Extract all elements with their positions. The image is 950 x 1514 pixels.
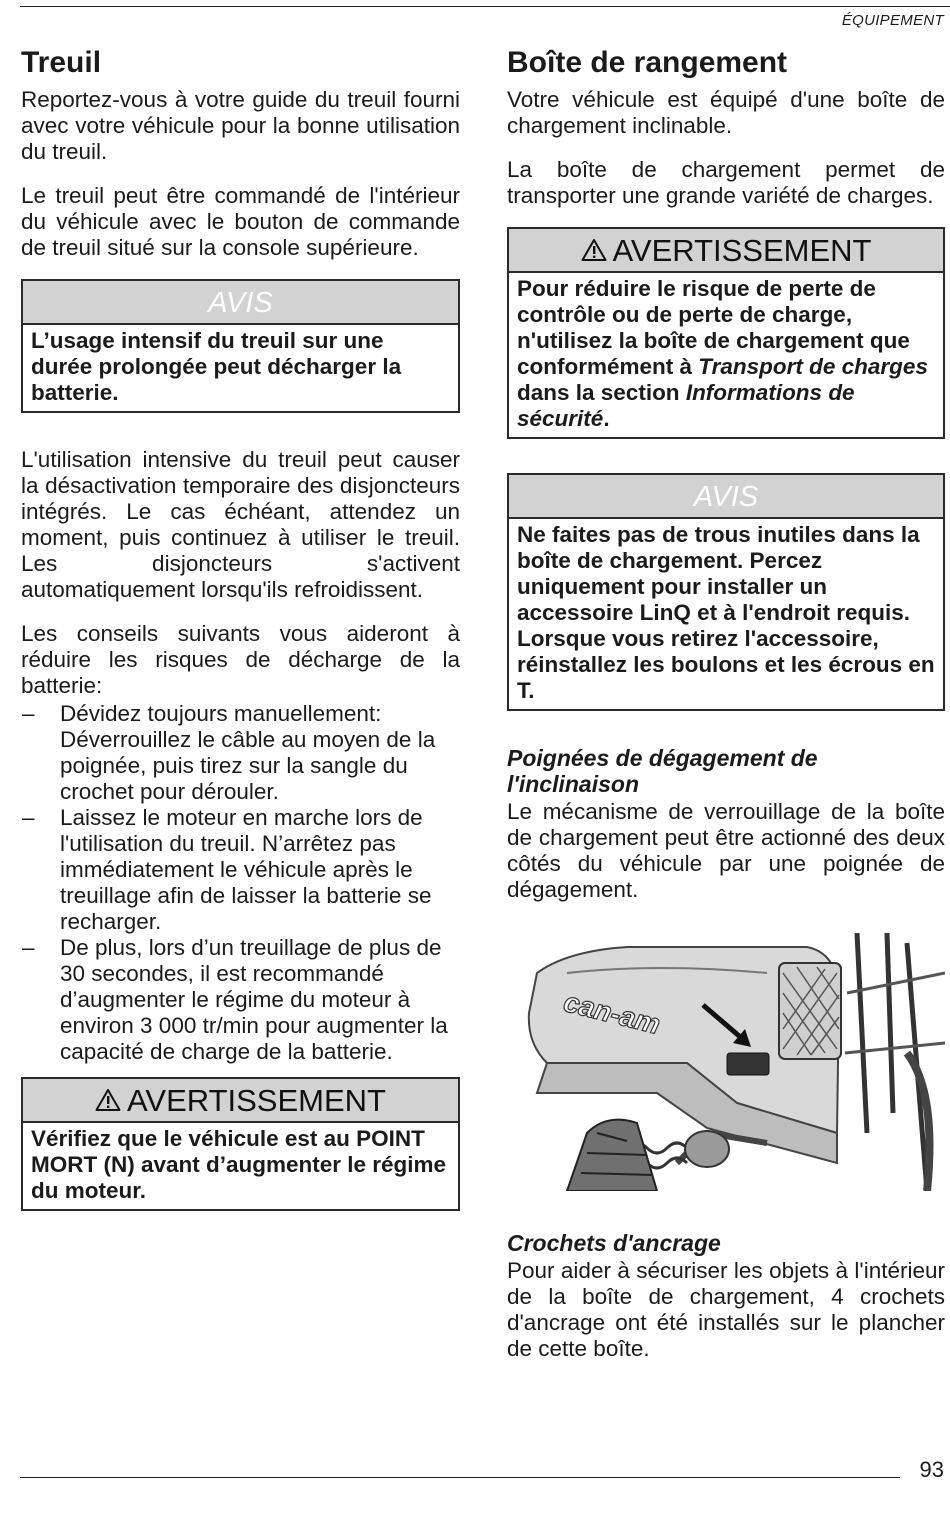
warning-heading: AVERTISSEMENT: [23, 1079, 458, 1123]
list-item: – Laissez le moteur en marche lors de l'utilisation du treuil. N’arrêtez pas immédiatement le véhicule après le treuillage afin de laisser la batterie se recharger.: [22, 805, 432, 934]
header-rule: [20, 6, 950, 7]
warning-body: Pour réduire le risque de perte de contrôle ou de perte de charge, n'utilisez la boîte de chargement que conformément à Transport de charges dans la section Informations de sécurité.: [517, 276, 928, 431]
notice-body: Ne faites pas de trous inutiles dans la boîte de chargement. Percez uniquement pour installer un accessoire LinQ et à l'endroit requis. Lorsque vous retirez l'accessoire, réinstallez les boulons et les écrous en T.: [517, 522, 935, 703]
paragraph: Votre véhicule est équipé d'une boîte de chargement inclinable.: [507, 87, 945, 138]
list-item: – Dévidez toujours manuellement: Déverrouillez le câble au moyen de la poignée, puis tirez sur la sangle du crochet pour dérouler.: [22, 701, 436, 804]
paragraph: La boîte de chargement permet de transporter une grande variété de charges.: [507, 157, 945, 208]
paragraph: Les conseils suivants vous aideront à réduire les risques de décharge de la batterie:: [21, 621, 460, 698]
paragraph: Reportez-vous à votre guide du treuil fourni avec votre véhicule pour la bonne utilisation du treuil.: [21, 87, 460, 164]
footer-rule: [20, 1477, 900, 1478]
paragraph: Le mécanisme de verrouillage de la boîte de chargement peut être actionné des deux côtés du véhicule par une poignée de dégagement.: [507, 799, 945, 902]
page-number: 93: [919, 1457, 944, 1482]
right-column: [507, 46, 945, 1380]
warning-triangle-icon: [95, 1088, 121, 1112]
tips-list: [21, 701, 460, 1065]
notice-box: [21, 279, 460, 413]
notice-heading: AVIS: [23, 281, 458, 325]
left-column: [21, 46, 460, 1245]
list-item: – De plus, lors d’un treuillage de plus de 30 secondes, il est recommandé d’augmenter le régime du moteur à environ 3 000 tr/min pour augmenter la capacité de charge de la batterie.: [22, 935, 448, 1064]
warning-triangle-icon: [581, 238, 607, 262]
subsection-title: Poignées de dégagement de l'inclinaison: [507, 745, 818, 797]
paragraph: Pour aider à sécuriser les objets à l'intérieur de la boîte de chargement, 4 crochets d'ancrage ont été installés sur le plancher de cette boîte.: [507, 1258, 945, 1361]
cross-reference: Informations de sécurité: [517, 380, 855, 431]
warning-heading: AVERTISSEMENT: [509, 229, 943, 273]
warning-body: Vérifiez que le véhicule est au POINT MORT (N) avant d’augmenter le régime du moteur.: [31, 1126, 447, 1203]
warning-box: [507, 227, 945, 439]
notice-box: [507, 473, 945, 711]
subsection-title: Crochets d'ancrage: [507, 1230, 721, 1256]
section-title-treuil: Treuil: [21, 46, 102, 79]
warning-box: [21, 1077, 460, 1211]
paragraph: L'utilisation intensive du treuil peut causer la désactivation temporaire des disjoncteurs intégrés. Le cas échéant, attendez un moment, puis continuez à utiliser le treuil. Les disjoncteurs s'activent automatiquement lorsqu'ils refroidissent.: [21, 447, 460, 602]
cross-reference: Transport de charges: [698, 354, 928, 379]
cargo-box-release-handle-illustration: [507, 933, 945, 1191]
paragraph: Le treuil peut être commandé de l'intérieur du véhicule avec le bouton de commande de treuil situé sur la console supérieure.: [21, 183, 460, 260]
brand-logo: can-am: [560, 986, 664, 1040]
notice-body: L’usage intensif du treuil sur une durée prolongée peut décharger la batterie.: [31, 328, 402, 405]
section-title-boite: Boîte de rangement: [507, 46, 788, 79]
notice-heading: AVIS: [509, 475, 943, 519]
section-header: ÉQUIPEMENT: [841, 12, 944, 29]
